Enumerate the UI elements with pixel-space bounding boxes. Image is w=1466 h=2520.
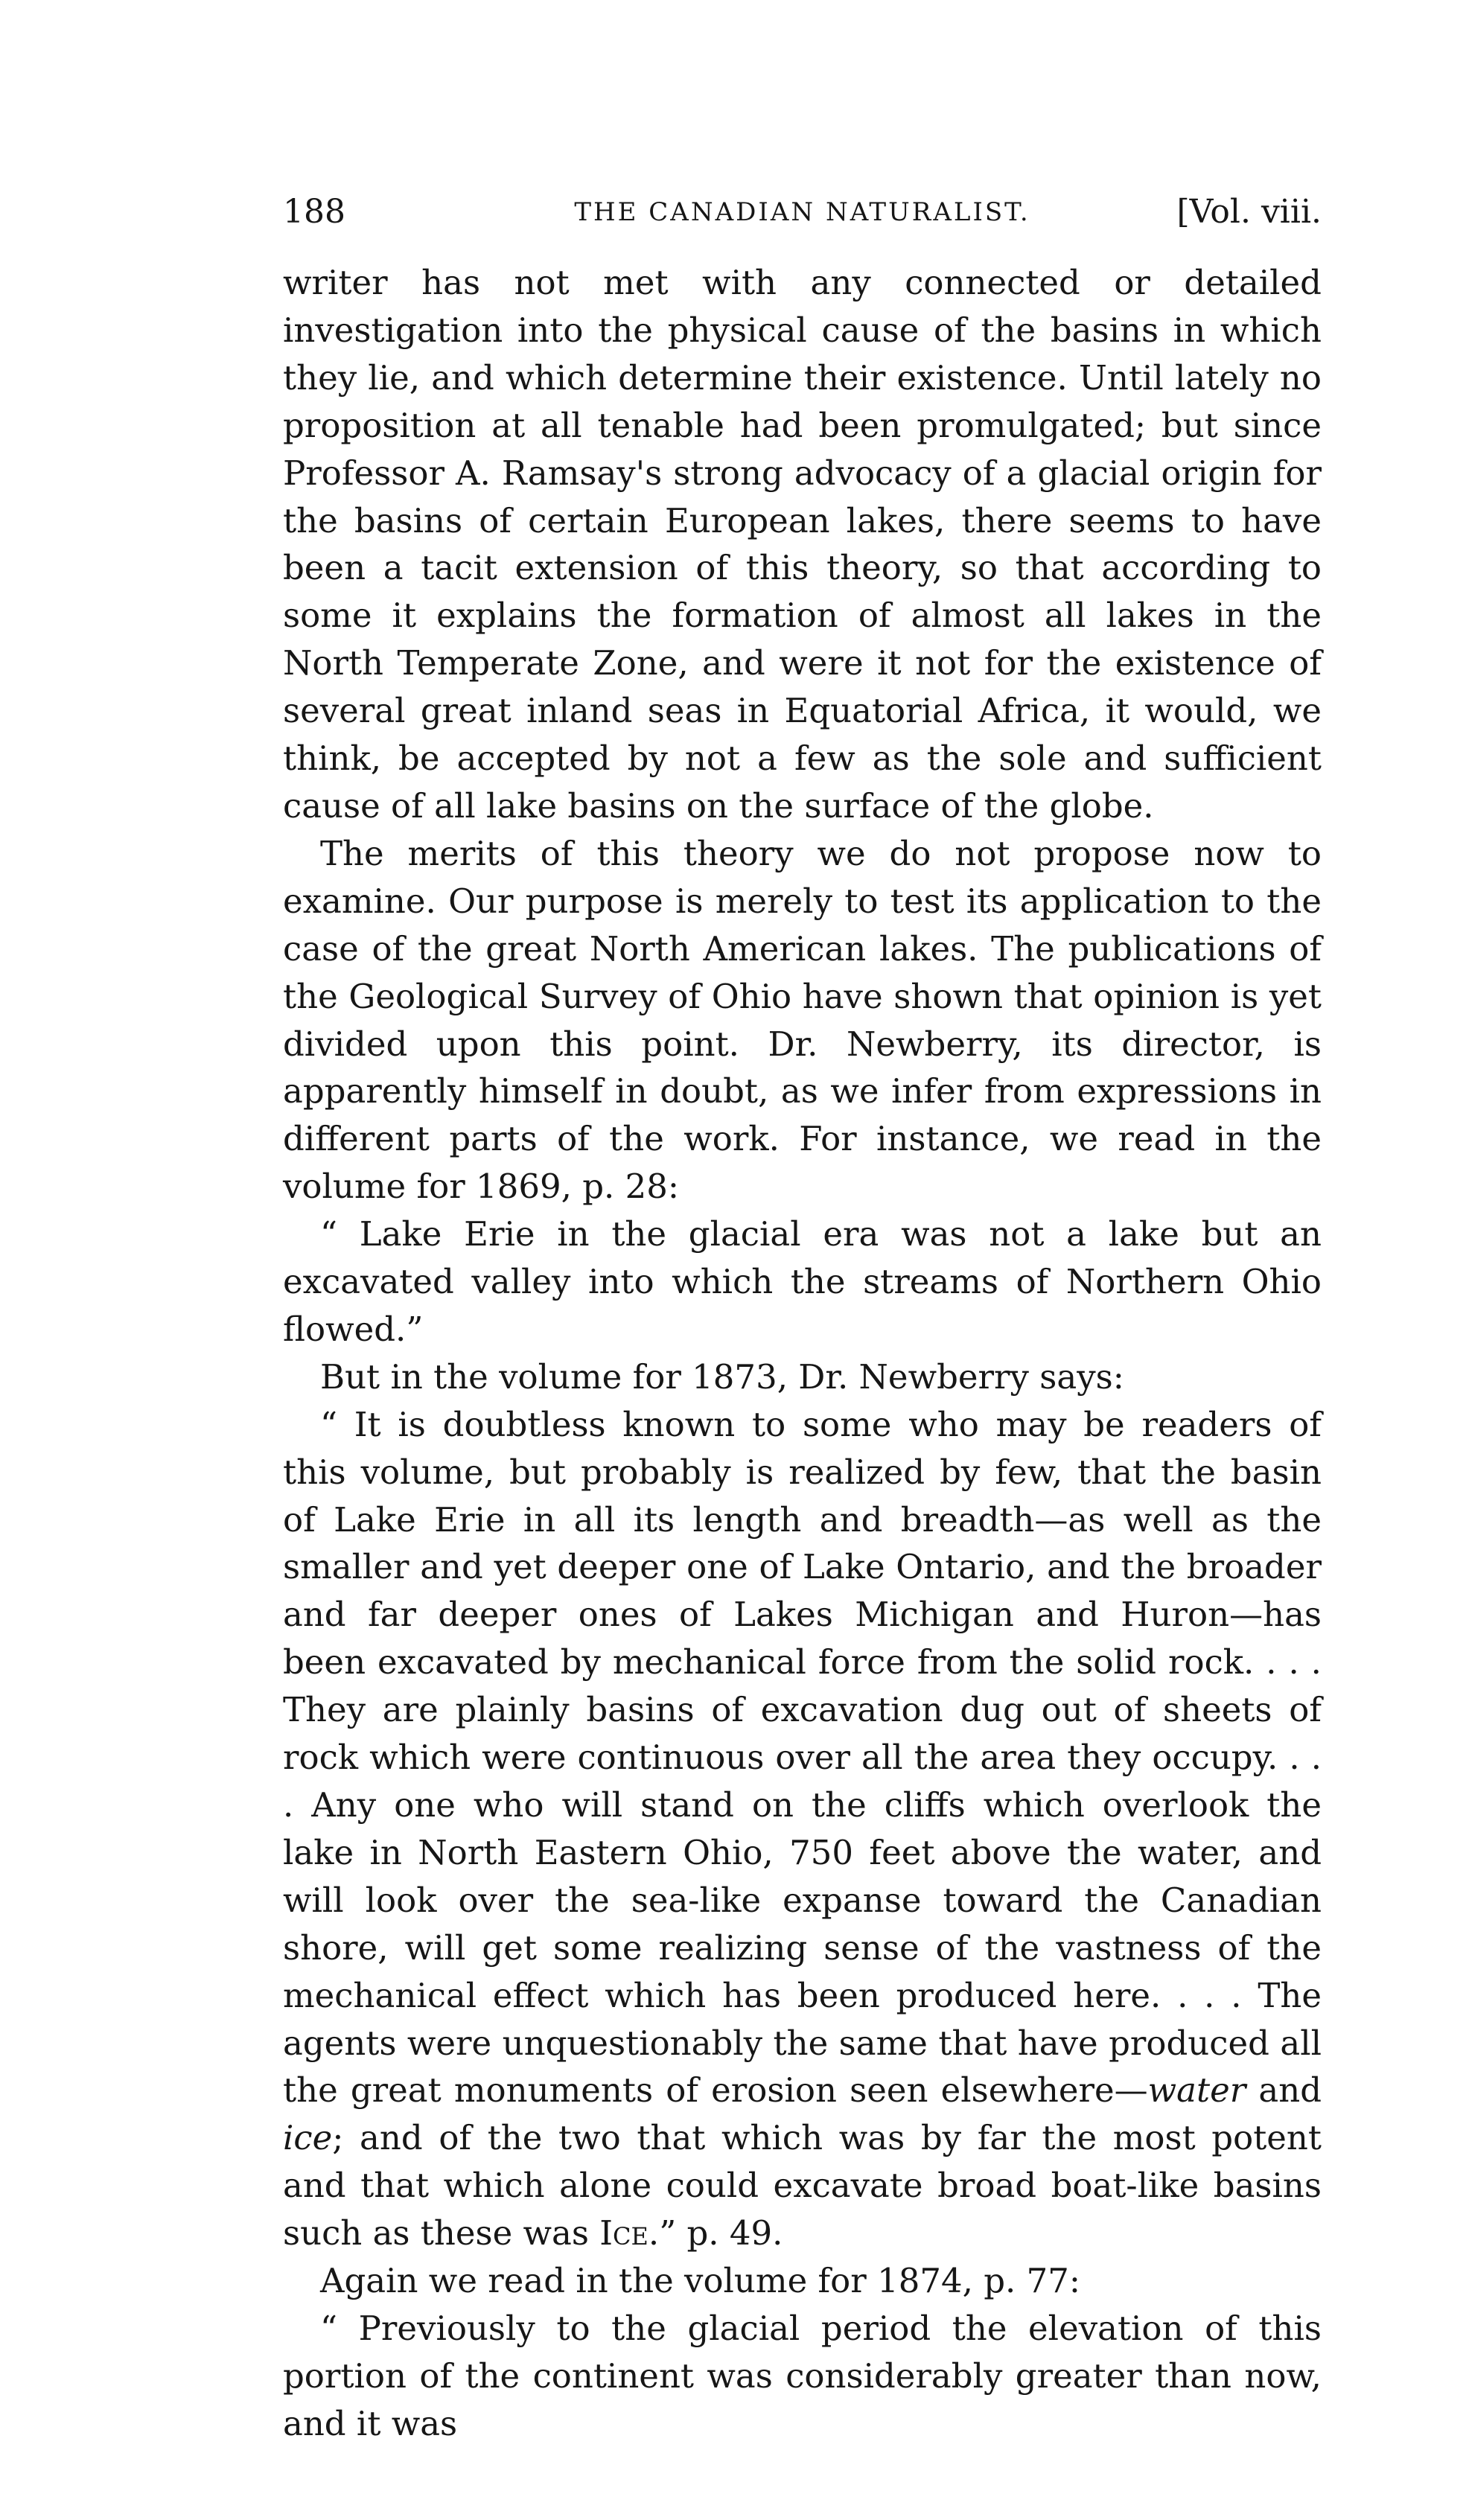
page-header	[283, 186, 1322, 238]
emphasis-ice: ice	[283, 2118, 333, 2158]
page-number: 188	[283, 193, 345, 231]
quotation-text: .” p. 49.	[648, 2213, 783, 2253]
paragraph: Again we read in the volume for 1874, p. 77:	[320, 2261, 1081, 2301]
volume-label: [Vol. viii.	[1176, 193, 1322, 231]
paragraph: writer has not met with any connected or detailed investigation into the physical cause of the basins in which they lie, and which determine their existence. Until lately no proposition at all tenable had been promulgated; but since Professor A. Ramsay's strong advocacy of a glacial origin for the basins of certain European lakes, there seems to have been a tacit extension of this theory, so that according to some it explains the formation of almost all lakes in the North Temperate Zone, and were it not for the existence of several great inland seas in Equatorial Africa, it would, we think, be accepted by not a few as the sole and sufficient cause of all lake basins on the surface of the globe.	[283, 263, 1322, 826]
book-page	[283, 186, 1322, 2448]
smallcaps-ice: Ice	[599, 2213, 648, 2253]
paragraph: But in the volume for 1873, Dr. Newberry says:	[320, 1356, 1124, 1397]
quotation: “ Lake Erie in the glacial era was not a lake but an excavated valley into which the streams of Northern Ohio flowed.”	[283, 1214, 1322, 1349]
quotation-text: and	[1246, 2070, 1322, 2111]
page-body	[283, 259, 1322, 2448]
quotation: “ Previously to the glacial period the elevation of this portion of the continent was considerably greater than now, and it was	[283, 2308, 1322, 2443]
quotation-text: ; and of the two that which was by far the most potent and that which alone could excavate broad boat-like basins such as these was	[283, 2118, 1322, 2253]
emphasis-water: water	[1147, 2070, 1246, 2111]
running-title: THE CANADIAN NATURALIST.	[574, 197, 1030, 227]
paragraph: The merits of this theory we do not propose now to examine. Our purpose is merely to test its application to the case of the great North American lakes. The publications of the Geological Survey of Ohio have shown that opinion is yet divided upon this point. Dr. Newberry, its director, is apparently himself in doubt, as we infer from expressions in different parts of the work. For instance, we read in the volume for 1869, p. 28:	[283, 833, 1322, 1207]
quotation-text: “ It is doubtless known to some who may be readers of this volume, but probably is realized by few, that the basin of Lake Erie in all its length and breadth—as well as the smaller and yet deeper one of Lake Ontario, and the broader and far deeper ones of Lakes Michigan and Huron—has been excavated by mechanical force from the solid rock. . . . They are plainly basins of excavation dug out of sheets of rock which were continuous over all the area they occupy. . . . Any one who will stand on the cliffs which overlook the lake in North Eastern Ohio, 750 feet above the water, and will look over the sea-like expanse toward the Canadian shore, will get some realizing sense of the vastness of the mechanical effect which has been produced here. . . . The agents were unquestionably the same that have produced all the great monuments of erosion seen elsewhere—	[283, 1404, 1322, 2111]
quotation	[283, 1401, 1322, 2257]
